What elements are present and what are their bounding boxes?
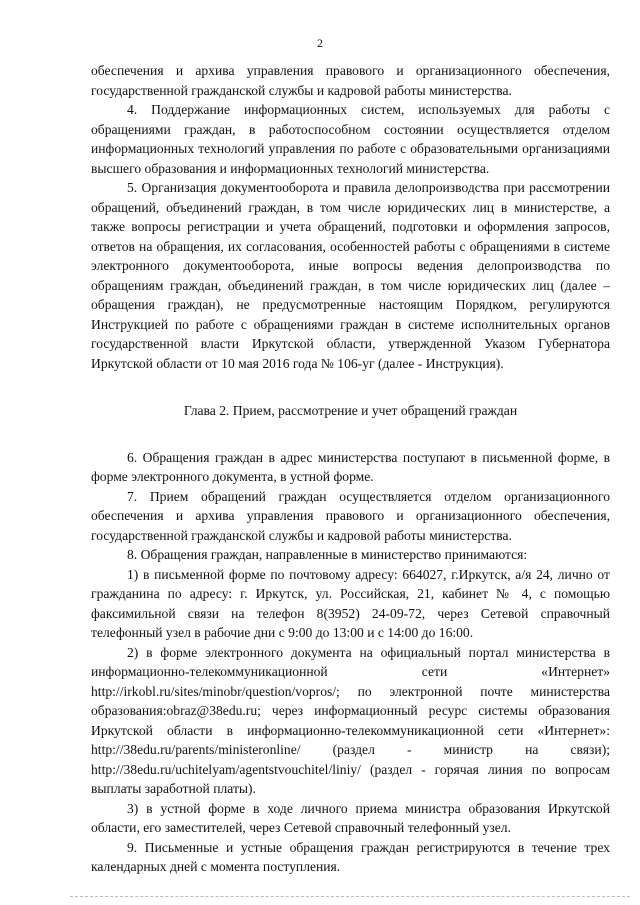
paragraphs-after: [91, 448, 610, 877]
scan-edge-line: [70, 896, 630, 898]
paragraphs-before: [91, 61, 610, 373]
page-number: 2: [317, 36, 323, 50]
paragraph-8-3: 3) в устной форме в ходе личного приема министра образования Иркутской области, его заместителей, через Сетевой справочный телефонный узел.: [91, 800, 610, 835]
paragraph-4: 4. Поддержание информационных систем, используемых для работы с обращениями граждан, в работоспособном состоянии осуществляется отделом информационных технологий управления по работе с образовательными организациями высшего образования и информационных технологий министерства.: [91, 102, 610, 176]
paragraph-5: 5. Организация документооборота и правила делопроизводства при рассмотрении обращений, объединений граждан, в том числе юридических лиц в министерстве, а также вопросы регистрации и учета обращений, подготовки и оформления запросов, ответов на обращения, их согласования, особенностей работы с обращениями в системе электронного документооборота, иные вопросы ведения делопроизводства по обращениям граждан, объединений граждан, в том числе юридических лиц (далее – обращения граждан), не предусмотренные настоящим Порядком, регулируются Инструкцией по работе с обращениями граждан в системе исполнительных органов государственной власти Иркутской области, утвержденной Указом Губернатора Иркутской области от 10 мая 2016 года № 106-уг (далее - Инструкция).: [91, 180, 610, 371]
paragraph-8-2: 2) в форме электронного документа на официальный портал министерства в информационно-телекоммуникационной сети «Интернет» http://irkobl.ru/sites/minobr/question/vopros/; по электронной почте министерства образования:obraz@38edu.ru; через информационный ресурс системы образования Иркутской области в информационно-телекоммуникационной сети «Интернет»: http://38edu.ru/parents/ministeronline/ (раздел - министр на связи); http://38edu.ru/uchitelyam/agentstvouchitel/liniy/ (раздел - горячая линия по вопросам выплаты заработной платы).: [91, 644, 610, 796]
paragraph-8: 8. Обращения граждан, направленные в министерство принимаются:: [127, 547, 528, 562]
paragraph-continuation: обеспечения и архива управления правового и организационного обеспечения, государственной гражданской службы и кадровой работы министерства.: [91, 63, 610, 98]
paragraph-9: 9. Письменные и устные обращения граждан регистрируются в течение трех календарных дней с момента поступления.: [91, 839, 610, 874]
chapter-title: Глава 2. Прием, рассмотрение и учет обращений граждан: [183, 403, 518, 418]
paragraph-7: 7. Прием обращений граждан осуществляется отделом организационного обеспечения и архива управления правового и организационного обеспечения, государственной гражданской службы и кадровой работы министерства.: [91, 488, 610, 543]
paragraph-6: 6. Обращения граждан в адрес министерства поступают в письменной форме, в форме электронного документа, в устной форме.: [91, 449, 610, 484]
paragraph-8-1: 1) в письменной форме по почтовому адресу: 664027, г.Иркутск, а/я 24, лично от гражданина по адресу: г. Иркутск, ул. Российская, 21, кабинет № 4, с помощью факсимильной связи на телефон 8(3952) 24-09-72, через Сетевой справочный телефонный узел в рабочие дни с 9:00 до 13:00 и с 14:00 до 16:00.: [91, 566, 610, 640]
document-body: [91, 61, 610, 877]
